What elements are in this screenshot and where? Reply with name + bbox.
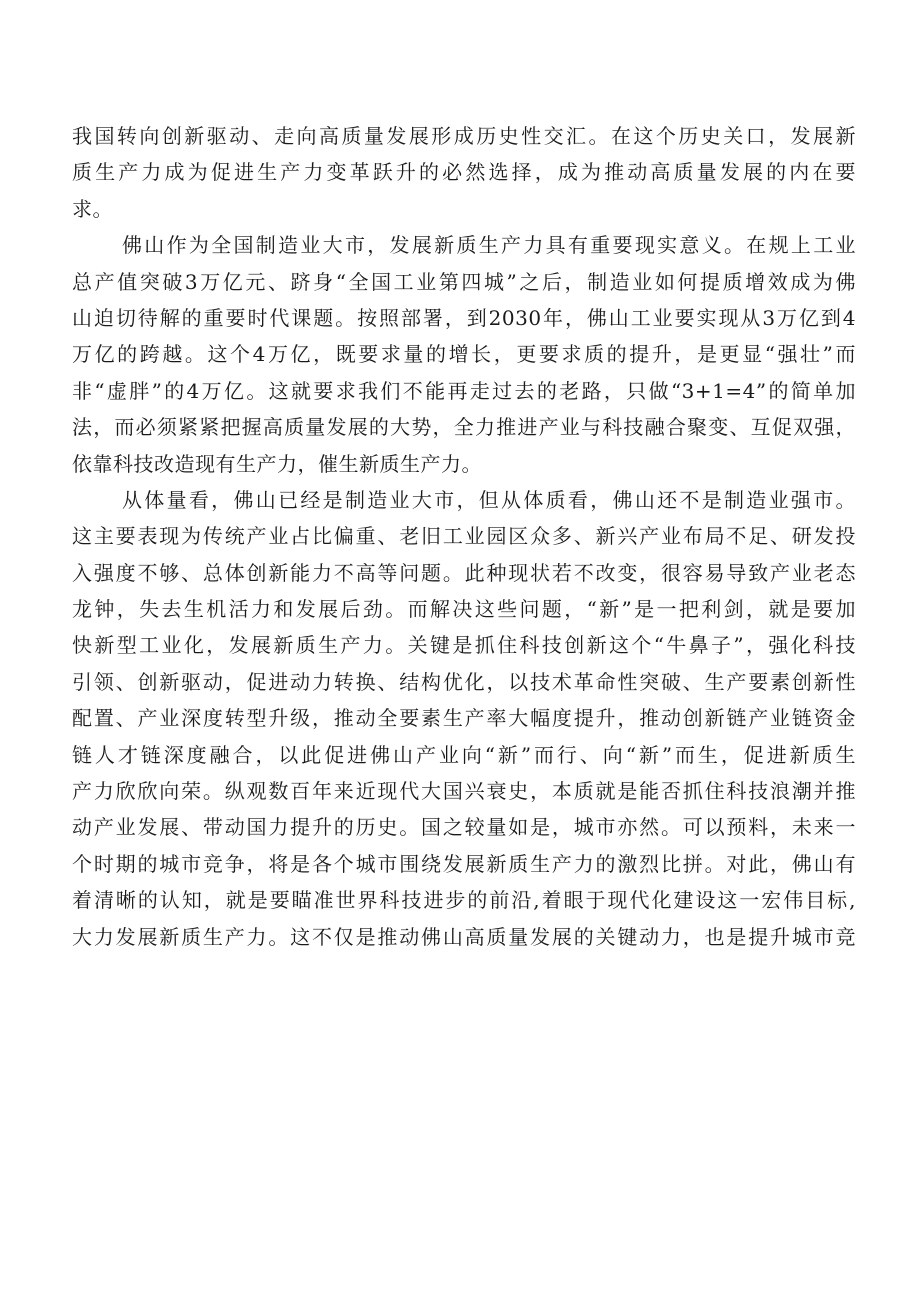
text-line: 动产业发展、带动国力提升的历史。国之较量如是，城市亦然。可以预料，未来一	[72, 815, 856, 840]
text-line: 我国转向创新驱动、走向高质量发展形成历史性交汇。在这个历史关口，发展新	[72, 124, 856, 148]
text-line: 配置、产业深度转型升级，推动全要素生产率大幅度提升，推动创新链产业链资金	[72, 706, 856, 731]
text-line: 从体量看，佛山已经是制造业大市，但从体质看，佛山还不是制造业强市。	[122, 487, 856, 512]
text-line: 大力发展新质生产力。这不仅是推动佛山高质量发展的关键动力，也是提升城市竞	[72, 924, 856, 949]
text-line: 龙钟，失去生机活力和发展后劲。而解决这些问题，“新”是一把利剑，就是要加	[72, 597, 856, 622]
text-line: 山迫切待解的重要时代课题。按照部署，到2030年，佛山工业要实现从3万亿到4	[72, 305, 856, 330]
text-line: 求。	[72, 196, 113, 221]
text-line: 产力欣欣向荣。纵观数百年来近现代大国兴衰史，本质就是能否抓住科技浪潮并推	[72, 779, 856, 804]
paragraph-2	[72, 227, 856, 482]
document-page	[72, 118, 856, 955]
text-line: 快新型工业化，发展新质生产力。关键是抓住科技创新这个“牛鼻子”，强化科技	[72, 633, 856, 658]
paragraph-3	[72, 482, 856, 955]
text-line: 这主要表现为传统产业占比偏重、老旧工业园区众多、新兴产业布局不足、研发投	[72, 524, 856, 549]
text-line: 入强度不够、总体创新能力不高等问题。此种现状若不改变，很容易导致产业老态	[72, 560, 856, 585]
text-line: 法，而必须紧紧把握高质量发展的大势，全力推进产业与科技融合聚变、互促双强，	[72, 415, 856, 440]
text-line: 引领、创新驱动，促进动力转换、结构优化，以技术革命性突破、生产要素创新性	[72, 669, 856, 694]
paragraph-1	[72, 118, 856, 227]
text-line: 非“虚胖”的4万亿。这就要求我们不能再走过去的老路，只做“3+1=4”的简单加	[72, 378, 856, 403]
text-line: 链人才链深度融合，以此促进佛山产业向“新”而行、向“新”而生，促进新质生	[72, 742, 856, 767]
text-line: 着清晰的认知，就是要瞄准世界科技进步的前沿,着眼于现代化建设这一宏伟目标,	[72, 888, 856, 913]
text-line: 万亿的跨越。这个4万亿，既要求量的增长，更要求质的提升，是更显“强壮”而	[72, 342, 856, 367]
text-line: 佛山作为全国制造业大市，发展新质生产力具有重要现实意义。在规上工业	[122, 233, 856, 258]
text-line: 质生产力成为促进生产力变革跃升的必然选择，成为推动高质量发展的内在要	[72, 160, 856, 185]
text-line: 总产值突破3万亿元、跻身“全国工业第四城”之后，制造业如何提质增效成为佛	[72, 269, 856, 294]
text-line: 依靠科技改造现有生产力，催生新质生产力。	[72, 451, 482, 476]
text-line: 个时期的城市竞争，将是各个城市围绕发展新质生产力的激烈比拼。对此，佛山有	[72, 851, 856, 876]
